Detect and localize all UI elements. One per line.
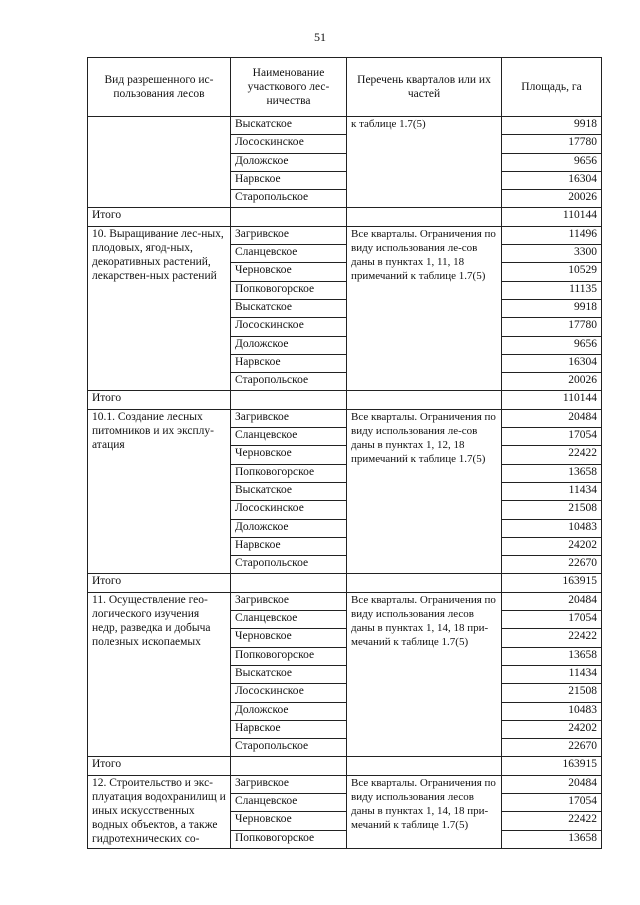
forestry-name-cell: Загривское (231, 775, 347, 793)
total-row (88, 757, 602, 775)
use-type-cell: 10. Выращивание лес-ных, плодовых, ягод-ных, декоративных растений, лекарствен-ных растений (88, 226, 231, 391)
forestry-name-cell: Доложское (231, 519, 347, 537)
area-cell: 20026 (502, 190, 602, 208)
forest-use-table (87, 57, 602, 849)
table-header-row (88, 58, 602, 117)
forestry-name-cell: Нарвское (231, 171, 347, 189)
total-label: Итого (88, 391, 231, 409)
area-cell: 22670 (502, 739, 602, 757)
empty-cell (347, 574, 502, 592)
area-cell: 22422 (502, 629, 602, 647)
area-cell: 22422 (502, 812, 602, 830)
forestry-name-cell: Сланцевское (231, 428, 347, 446)
forestry-name-cell: Сланцевское (231, 611, 347, 629)
area-cell: 11496 (502, 226, 602, 244)
area-cell: 17780 (502, 318, 602, 336)
forestry-name-cell: Доложское (231, 153, 347, 171)
forestry-name-cell: Доложское (231, 702, 347, 720)
forestry-name-cell: Выскатское (231, 299, 347, 317)
area-cell: 3300 (502, 245, 602, 263)
forestry-name-cell: Попковогорское (231, 647, 347, 665)
area-cell: 9656 (502, 336, 602, 354)
quarters-note-cell: Все кварталы. Ограничения по виду использования ле-сов даны в пунктах 1, 11, 18 примечаний к таблице 1.7(5) (347, 226, 502, 391)
area-cell: 24202 (502, 720, 602, 738)
forestry-name-cell: Старопольское (231, 190, 347, 208)
area-cell: 21508 (502, 501, 602, 519)
header-area: Площадь, га (502, 58, 602, 117)
area-cell: 20026 (502, 373, 602, 391)
forestry-name-cell: Нарвское (231, 354, 347, 372)
area-cell: 10483 (502, 519, 602, 537)
forestry-name-cell: Старопольское (231, 739, 347, 757)
empty-cell (231, 574, 347, 592)
area-cell: 17054 (502, 793, 602, 811)
total-area: 110144 (502, 208, 602, 226)
area-cell: 20484 (502, 775, 602, 793)
empty-cell (231, 757, 347, 775)
area-cell: 17054 (502, 428, 602, 446)
forestry-name-cell: Сланцевское (231, 793, 347, 811)
forestry-name-cell: Выскатское (231, 665, 347, 683)
table-row (88, 117, 602, 135)
area-cell: 9656 (502, 153, 602, 171)
table-row (88, 775, 602, 793)
forestry-name-cell: Нарвское (231, 720, 347, 738)
area-cell: 21508 (502, 684, 602, 702)
forestry-name-cell: Черновское (231, 446, 347, 464)
area-cell: 13658 (502, 830, 602, 848)
use-type-cell: 12. Строительство и экс-плуатация водохранилищ и иных искусственных водных объектов, а также гидротехнических со- (88, 775, 231, 848)
forestry-name-cell: Сланцевское (231, 245, 347, 263)
area-cell: 20484 (502, 409, 602, 427)
forestry-name-cell: Лососкинское (231, 684, 347, 702)
empty-cell (231, 208, 347, 226)
table-body (88, 117, 602, 849)
area-cell: 16304 (502, 171, 602, 189)
total-row (88, 574, 602, 592)
use-type-cell: 10.1. Создание лесных питомников и их эксплу-атация (88, 409, 231, 574)
total-area: 163915 (502, 757, 602, 775)
area-cell: 10529 (502, 263, 602, 281)
forestry-name-cell: Лососкинское (231, 501, 347, 519)
quarters-note-cell: Все кварталы. Ограничения по виду использования лесов даны в пунктах 1, 14, 18 при-мечаний к таблице 1.7(5) (347, 775, 502, 848)
area-cell: 11434 (502, 665, 602, 683)
forestry-name-cell: Загривское (231, 592, 347, 610)
area-cell: 17054 (502, 611, 602, 629)
area-cell: 24202 (502, 537, 602, 555)
forestry-name-cell: Лососкинское (231, 318, 347, 336)
total-area: 163915 (502, 574, 602, 592)
use-type-cell: 11. Осуществление гео-логического изучения недр, разведка и добыча полезных ископаемых (88, 592, 231, 757)
area-cell: 20484 (502, 592, 602, 610)
total-label: Итого (88, 208, 231, 226)
total-area: 110144 (502, 391, 602, 409)
table-row (88, 226, 602, 244)
total-label: Итого (88, 574, 231, 592)
header-forestry: Наименование участкового лес-ничества (231, 58, 347, 117)
area-cell: 9918 (502, 299, 602, 317)
total-label: Итого (88, 757, 231, 775)
area-cell: 11434 (502, 482, 602, 500)
quarters-note-cell: Все кварталы. Ограничения по виду использования ле-сов даны в пунктах 1, 12, 18 примечаний к таблице 1.7(5) (347, 409, 502, 574)
area-cell: 9918 (502, 117, 602, 135)
forestry-name-cell: Попковогорское (231, 830, 347, 848)
total-row (88, 208, 602, 226)
empty-cell (347, 757, 502, 775)
forestry-name-cell: Загривское (231, 409, 347, 427)
forestry-name-cell: Лососкинское (231, 135, 347, 153)
table-row (88, 592, 602, 610)
area-cell: 22670 (502, 556, 602, 574)
quarters-note-cell: Все кварталы. Ограничения по виду использования лесов даны в пунктах 1, 14, 18 при-мечаний к таблице 1.7(5) (347, 592, 502, 757)
empty-cell (231, 391, 347, 409)
forestry-name-cell: Черновское (231, 629, 347, 647)
table-row (88, 409, 602, 427)
total-row (88, 391, 602, 409)
header-quarters: Перечень кварталов или их частей (347, 58, 502, 117)
forestry-name-cell: Доложское (231, 336, 347, 354)
forestry-name-cell: Старопольское (231, 556, 347, 574)
empty-cell (347, 391, 502, 409)
forestry-name-cell: Загривское (231, 226, 347, 244)
empty-cell (347, 208, 502, 226)
area-cell: 13658 (502, 464, 602, 482)
area-cell: 13658 (502, 647, 602, 665)
forestry-name-cell: Нарвское (231, 537, 347, 555)
forestry-name-cell: Выскатское (231, 482, 347, 500)
forestry-name-cell: Выскатское (231, 117, 347, 135)
forestry-name-cell: Черновское (231, 812, 347, 830)
area-cell: 17780 (502, 135, 602, 153)
area-cell: 16304 (502, 354, 602, 372)
quarters-note-cell: к таблице 1.7(5) (347, 117, 502, 208)
forestry-name-cell: Попковогорское (231, 281, 347, 299)
area-cell: 11135 (502, 281, 602, 299)
forestry-name-cell: Попковогорское (231, 464, 347, 482)
area-cell: 22422 (502, 446, 602, 464)
area-cell: 10483 (502, 702, 602, 720)
use-type-cell (88, 117, 231, 208)
forestry-name-cell: Черновское (231, 263, 347, 281)
page-number: 51 (314, 30, 326, 44)
header-use-type: Вид разрешенного ис-пользования лесов (88, 58, 231, 117)
forestry-name-cell: Старопольское (231, 373, 347, 391)
